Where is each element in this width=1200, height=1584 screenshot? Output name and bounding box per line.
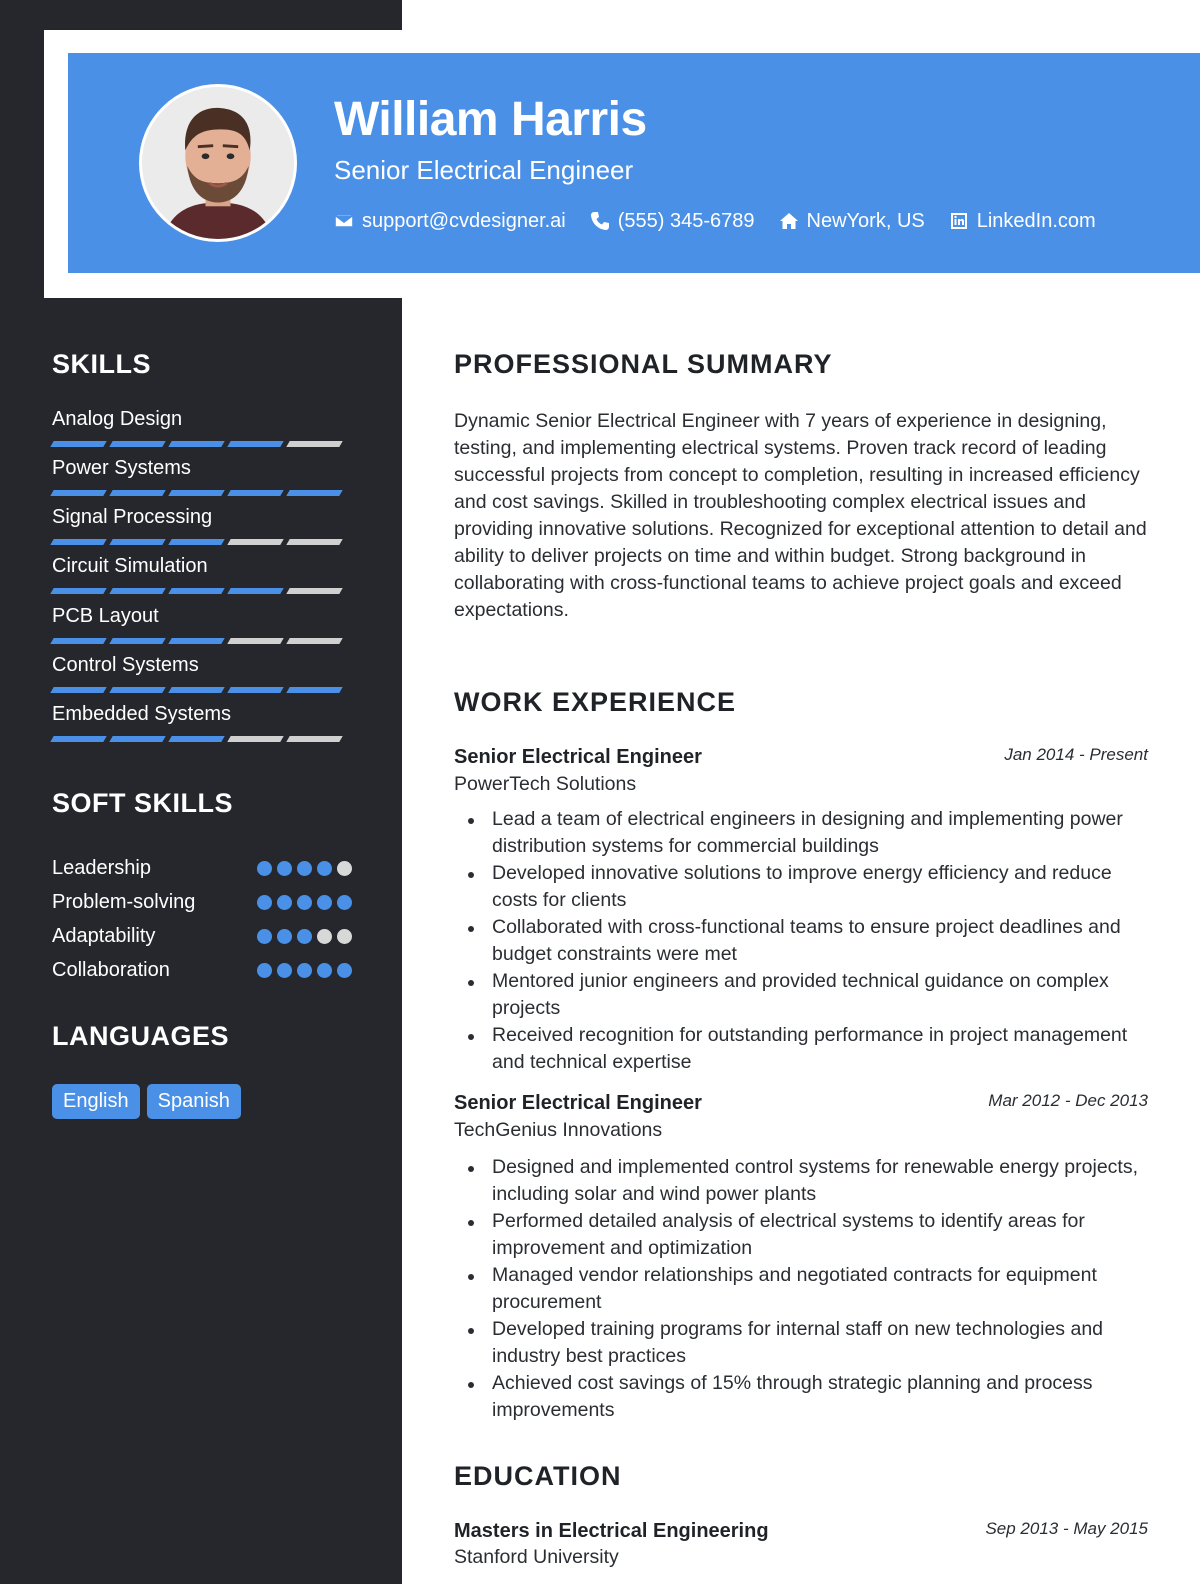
summary-heading: PROFESSIONAL SUMMARY <box>454 349 833 379</box>
skill-label: Circuit Simulation <box>52 555 208 577</box>
level-segment <box>168 736 224 742</box>
contact-phone[interactable] <box>590 210 755 233</box>
level-segment <box>168 490 224 496</box>
rating-dot <box>277 861 292 876</box>
level-segment <box>168 539 224 545</box>
soft-skill-item <box>52 923 352 949</box>
level-segment <box>227 588 283 594</box>
rating-dot <box>337 861 352 876</box>
job-dates: Mar 2012 - Dec 2013 <box>988 1091 1148 1110</box>
phone-text: (555) 345-6789 <box>617 209 755 232</box>
soft-skill-item <box>52 889 352 915</box>
contact-list <box>334 207 1120 235</box>
soft-skill-rating <box>252 963 352 978</box>
soft-skill-label: Collaboration <box>52 958 170 981</box>
level-segment <box>168 441 224 447</box>
level-segment <box>227 490 283 496</box>
level-segment <box>50 441 106 447</box>
skill-item <box>52 504 352 545</box>
skills-heading: SKILLS <box>52 349 152 379</box>
rating-dot <box>277 963 292 978</box>
candidate-name: William Harris <box>334 93 647 146</box>
skill-item <box>52 603 352 644</box>
job-bullets <box>466 1154 1156 1424</box>
job-dates: Jan 2014 - Present <box>1004 745 1148 764</box>
job-company: TechGenius Innovations <box>454 1119 663 1141</box>
level-segment <box>286 638 342 644</box>
language-badge: English <box>52 1084 140 1119</box>
level-segment <box>286 687 342 693</box>
soft-skill-rating <box>252 929 352 944</box>
skill-item <box>52 652 352 693</box>
rating-dot <box>337 963 352 978</box>
skill-label: Analog Design <box>52 408 183 430</box>
home-icon <box>779 211 799 231</box>
job-bullet: Achieved cost savings of 15% through strategic planning and process improvements <box>466 1370 1156 1424</box>
skill-level-bar <box>52 588 352 594</box>
level-segment <box>50 588 106 594</box>
soft-skill-rating <box>252 895 352 910</box>
contact-linkedin[interactable] <box>949 210 1096 233</box>
skill-item <box>52 406 352 447</box>
experience-heading: WORK EXPERIENCE <box>454 687 737 717</box>
job-bullet: Managed vendor relationships and negotiated contracts for equipment procurement <box>466 1262 1156 1316</box>
rating-dot <box>297 929 312 944</box>
languages-heading: LANGUAGES <box>52 1021 230 1051</box>
level-segment <box>109 490 165 496</box>
level-segment <box>286 441 342 447</box>
job-bullet: Developed innovative solutions to improve energy efficiency and reduce costs for clients <box>466 860 1156 914</box>
soft-skill-label: Leadership <box>52 856 151 879</box>
level-segment <box>286 539 342 545</box>
skill-level-bar <box>52 490 352 496</box>
education-heading: EDUCATION <box>454 1461 622 1491</box>
skill-level-bar <box>52 736 352 742</box>
level-segment <box>50 490 106 496</box>
soft-skills-heading: SOFT SKILLS <box>52 788 233 818</box>
job-bullets <box>466 806 1156 1076</box>
job-bullet: Mentored junior engineers and provided technical guidance on complex projects <box>466 968 1156 1022</box>
level-segment <box>109 539 165 545</box>
summary-text: Dynamic Senior Electrical Engineer with 7 years of experience in designing, testing, and implementing electrical systems. Proven track record of leading successful projects from concept to completion, resulting in increased efficiency and cost savings. Skilled in troubleshooting complex electrical issues and providing innovative solutions. Recognized for exceptional attention to detail and ability to deliver projects on time and within budget. Strong background in collaborating with cross-functional teams to achieve project goals and exceed expectations. <box>454 410 1147 621</box>
language-badge: Spanish <box>147 1084 241 1119</box>
phone-icon <box>590 211 610 231</box>
rating-dot <box>257 861 272 876</box>
rating-dot <box>257 929 272 944</box>
level-segment <box>227 638 283 644</box>
level-segment <box>109 588 165 594</box>
skill-label: Power Systems <box>52 457 191 479</box>
education-degree: Masters in Electrical Engineering <box>454 1520 769 1542</box>
rating-dot <box>317 963 332 978</box>
profile-photo <box>142 87 294 239</box>
skill-level-bar <box>52 539 352 545</box>
location-text: NewYork, US <box>806 209 925 232</box>
level-segment <box>227 539 283 545</box>
contact-email[interactable] <box>334 210 566 233</box>
job-bullet: Performed detailed analysis of electrical systems to identify areas for improvement and optimization <box>466 1208 1156 1262</box>
level-segment <box>50 736 106 742</box>
rating-dot <box>337 929 352 944</box>
skill-level-bar <box>52 687 352 693</box>
education-dates: Sep 2013 - May 2015 <box>985 1519 1148 1538</box>
level-segment <box>50 539 106 545</box>
job-bullet: Collaborated with cross-functional teams to ensure project deadlines and budget constraints were met <box>466 914 1156 968</box>
level-segment <box>50 638 106 644</box>
skill-label: PCB Layout <box>52 605 159 627</box>
skill-label: Control Systems <box>52 654 199 676</box>
contact-location <box>779 210 925 233</box>
rating-dot <box>317 895 332 910</box>
level-segment <box>109 736 165 742</box>
level-segment <box>227 441 283 447</box>
skill-level-bar <box>52 638 352 644</box>
envelope-icon <box>334 211 354 231</box>
soft-skill-label: Problem-solving <box>52 890 196 913</box>
level-segment <box>168 638 224 644</box>
job-title: Senior Electrical Engineer <box>454 1092 702 1114</box>
rating-dot <box>277 895 292 910</box>
level-segment <box>227 736 283 742</box>
level-segment <box>168 588 224 594</box>
job-title: Senior Electrical Engineer <box>454 746 702 768</box>
level-segment <box>50 687 106 693</box>
rating-dot <box>277 929 292 944</box>
level-segment <box>168 687 224 693</box>
job-bullet: Designed and implemented control systems for renewable energy projects, including solar and wind power plants <box>466 1154 1156 1208</box>
job-bullet: Received recognition for outstanding performance in project management and technical expertise <box>466 1022 1156 1076</box>
soft-skill-item <box>52 957 352 983</box>
job-company: PowerTech Solutions <box>454 773 637 795</box>
skill-level-bar <box>52 441 352 447</box>
rating-dot <box>337 895 352 910</box>
level-segment <box>286 736 342 742</box>
level-segment <box>286 490 342 496</box>
rating-dot <box>297 861 312 876</box>
email-text: support@cvdesigner.ai <box>362 209 566 232</box>
rating-dot <box>257 963 272 978</box>
job-bullet: Lead a team of electrical engineers in designing and implementing power distribution systems for commercial buildings <box>466 806 1156 860</box>
job-bullet: Developed training programs for internal staff on new technologies and industry best practices <box>466 1316 1156 1370</box>
language-list <box>52 1084 248 1119</box>
avatar <box>139 84 297 242</box>
rating-dot <box>297 963 312 978</box>
level-segment <box>286 588 342 594</box>
rating-dot <box>317 861 332 876</box>
level-segment <box>109 441 165 447</box>
linkedin-icon <box>949 211 969 231</box>
soft-skill-item <box>52 855 352 881</box>
level-segment <box>227 687 283 693</box>
skill-label: Embedded Systems <box>52 703 231 725</box>
level-segment <box>109 687 165 693</box>
skill-item <box>52 553 352 594</box>
rating-dot <box>297 895 312 910</box>
level-segment <box>109 638 165 644</box>
rating-dot <box>317 929 332 944</box>
skill-item <box>52 455 352 496</box>
rating-dot <box>257 895 272 910</box>
soft-skill-label: Adaptability <box>52 924 156 947</box>
education-school: Stanford University <box>454 1546 619 1568</box>
linkedin-text: LinkedIn.com <box>976 209 1096 232</box>
skill-item <box>52 701 352 742</box>
soft-skill-rating <box>252 861 352 876</box>
skill-label: Signal Processing <box>52 506 213 528</box>
candidate-title: Senior Electrical Engineer <box>334 155 634 185</box>
